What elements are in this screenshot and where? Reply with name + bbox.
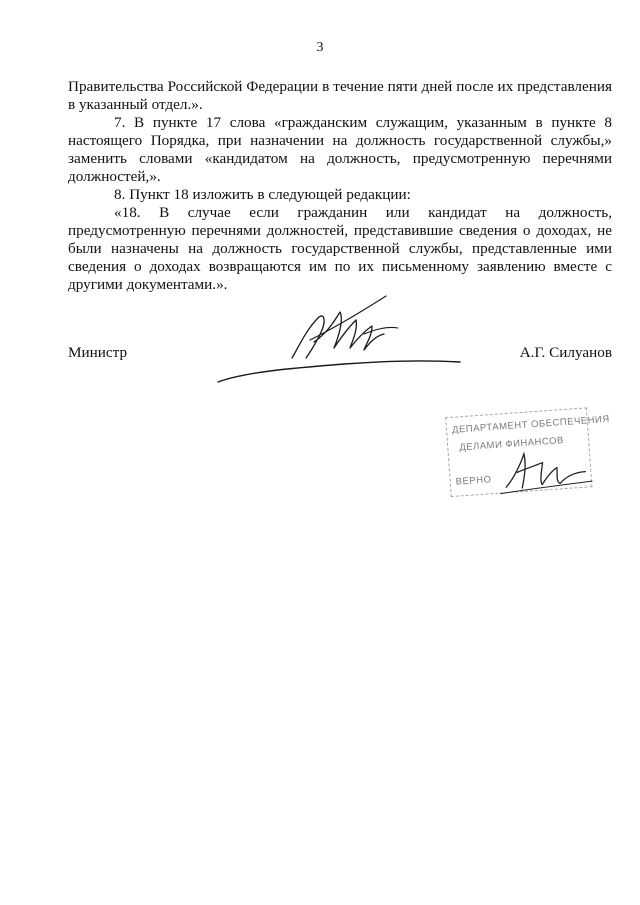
paragraph-item-8: 8. Пункт 18 изложить в следующей редакции: — [114, 186, 411, 203]
paragraph-item-18-quote: «18. В случае если гражданин или кандидат на должность, предусмотренную перечнями должностей, представившие сведения о доходах, не были назначены на должность государственной службы, представленные ими сведения о доходах возвращаются им по их письменному заявлению вместе с другими документами.». — [68, 204, 612, 293]
stamp-text-line-1: ДЕПАРТАМЕНТ ОБЕСПЕЧЕНИЯ — [451, 413, 611, 436]
stamp-signature — [493, 437, 597, 500]
signatory-title: Министр — [68, 344, 128, 361]
paragraph-item-7: 7. В пункте 17 слова «гражданским служащим, указанным в пункте 8 настоящего Порядка, при назначении на должность государственной службы,» заменить словами «кандидатом на должность, предусмотренную перечнями должностей,». — [68, 114, 612, 185]
handwritten-signature — [214, 290, 464, 390]
stamp-text-verified: ВЕРНО — [455, 474, 492, 488]
stamp-text-line-2: ДЕЛАМИ ФИНАНСОВ — [458, 435, 565, 454]
page-number: 3 — [316, 40, 324, 55]
paragraph-continuation: Правительства Российской Федерации в течение пяти дней после их представления в указанный отдел.». — [68, 78, 612, 113]
certification-stamp — [445, 407, 611, 503]
document-body — [68, 78, 612, 294]
signatory-name: А.Г. Силуанов — [519, 344, 612, 361]
